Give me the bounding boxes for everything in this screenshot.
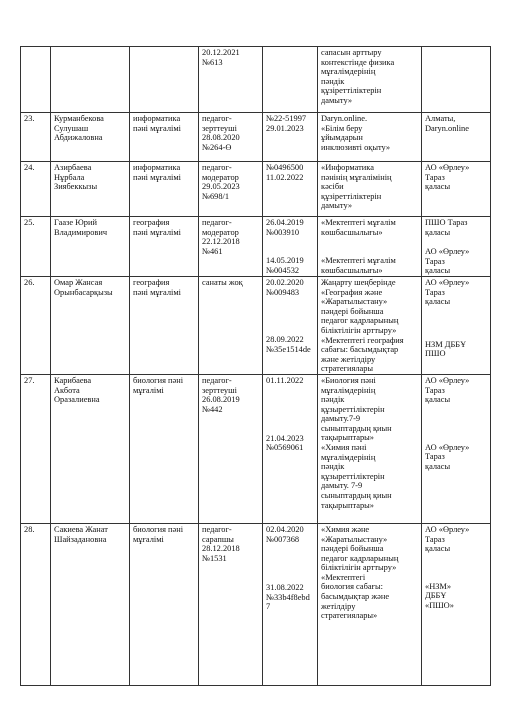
cell-text: география [133, 218, 170, 227]
cell-text: құзіреттіліктерін [321, 191, 382, 201]
cell-text: ДББҰ [425, 591, 447, 601]
cell-text: Омар Жансая [54, 277, 103, 287]
certificate-cell [263, 162, 318, 217]
cell-text: стратегиялары [321, 364, 374, 374]
cell-text: «Химия пәні [321, 443, 367, 453]
cell-text: Нұрбала [54, 172, 85, 182]
cell-text: «Мектептегі мұғалім [321, 218, 396, 227]
category-cell [199, 113, 263, 162]
cell-text: Гаазе Юрий [54, 218, 97, 227]
cell-text: №22-51997 [266, 114, 307, 123]
cell-text: біліктілігін арттыру» [321, 563, 397, 573]
subject-cell [130, 523, 199, 685]
teachers-table [20, 46, 491, 686]
cell-text: 11.02.2022 [266, 172, 304, 182]
cell-text: 31.08.2022 [266, 583, 304, 593]
cell-text: Тараз [425, 172, 445, 182]
cell-text: №35е1514dе [266, 344, 311, 354]
place-cell [422, 217, 491, 277]
row-number: 26. [24, 277, 35, 287]
cell-text: информатика [133, 114, 181, 123]
cell-text: Тараз [425, 287, 445, 297]
cell-text: АО «Өрлеу» [425, 163, 470, 172]
category-cell [199, 47, 263, 113]
cell-text: қаласы [425, 461, 451, 471]
cell-text: педагог- [202, 114, 232, 123]
table-row [21, 523, 491, 685]
cell-text: педагог кадрларының [321, 316, 399, 326]
cell-text: «Биология пәні [321, 375, 376, 385]
cell-text: 21.04.2023 [266, 433, 304, 443]
cell-text: №0569061 [266, 443, 304, 453]
cell-text: №1531 [202, 553, 227, 563]
cell-text: Тараз [425, 256, 445, 266]
cell-text: Курманбекова [54, 114, 104, 123]
cell-text: дамыту» [321, 201, 353, 211]
row-number-cell [21, 374, 51, 523]
cell-text: басымдықтар және [321, 592, 390, 602]
cell-text: Тараз [425, 385, 445, 395]
cell-text: педагог- [202, 218, 232, 227]
cell-text: информатика [133, 163, 181, 172]
cell-text: Владимирович [54, 227, 108, 237]
cell-text: қаласы [425, 266, 451, 276]
cell-text: биология пәні [133, 375, 184, 385]
cell-text: АО «Өрлеу» [425, 375, 470, 385]
cell-text: дамыту» [321, 95, 353, 105]
cell-text: көшбасшылығы» [321, 265, 383, 275]
course-cell [318, 113, 422, 162]
cell-text: Азирбаева [54, 163, 92, 172]
cell-text: пәнінің мұғалімінің [321, 172, 392, 182]
cell-text: 14.05.2019 [266, 256, 304, 266]
subject-cell [130, 217, 199, 277]
teacher-name-cell [51, 162, 130, 217]
cell-text: Шайзадановна [54, 534, 107, 544]
cell-text: 26.04.2019 [266, 218, 304, 227]
cell-text: біліктілігін арттыру» [321, 325, 397, 335]
row-number-cell [21, 162, 51, 217]
cell-text: мұғалімдерінің [321, 452, 376, 462]
table-row [21, 217, 491, 277]
cell-text: зерттеуші [202, 385, 237, 395]
cell-text: Тараз [425, 534, 445, 544]
cell-text: Daryn.online. [321, 114, 368, 123]
cell-text: биология сабағы: [321, 582, 383, 592]
category-cell [199, 217, 263, 277]
cell-text: инклюзивті оқыту» [321, 142, 391, 152]
cell-text: №004532 [266, 265, 300, 275]
cell-text: контекстінде физика [321, 57, 395, 67]
row-number-cell [21, 217, 51, 277]
cell-text: №264-Ө [202, 142, 232, 152]
cell-text: «НЗМ» [425, 581, 452, 591]
cell-text: 28.12.2018 [202, 544, 240, 554]
cell-text: ұйымдарын [321, 133, 363, 143]
cell-text: пәндік [321, 76, 345, 86]
cell-text: сарапшы [202, 534, 234, 544]
cell-text: «Мектептегі [321, 572, 366, 582]
cell-text: қаласы [425, 182, 451, 192]
row-number: 27. [24, 375, 35, 385]
subject-cell [130, 47, 199, 113]
cell-text: көшбасшылығы» [321, 227, 383, 237]
teacher-name-cell [51, 523, 130, 685]
cell-text: Акбота [54, 385, 80, 395]
cell-text: Алматы, [425, 114, 456, 123]
cell-text: мұғалімдерінің [321, 385, 376, 395]
cell-text: Орынбасарқызы [54, 287, 113, 297]
cell-text: пәні мұғалімі [133, 123, 181, 133]
table-row [21, 276, 491, 374]
cell-text: тақырыптары» [321, 500, 374, 510]
cell-text: пәндік [321, 462, 345, 472]
cell-text: құзіреттіліктерін [321, 86, 382, 96]
cell-text: модератор [202, 172, 239, 182]
place-cell [422, 374, 491, 523]
cell-text: Сакиева Жанат [54, 524, 108, 534]
row-number: 23. [24, 114, 35, 123]
cell-text: қаласы [425, 544, 451, 554]
cell-text: сыныптардың қиын [321, 491, 392, 501]
cell-text: және жетілдіру [321, 354, 376, 364]
cell-text: педагог кадрларының [321, 553, 399, 563]
category-cell [199, 374, 263, 523]
place-cell [422, 113, 491, 162]
row-number: 28. [24, 524, 35, 534]
cell-text: құзыреттіліктерін [321, 471, 385, 481]
cell-text: №003910 [266, 227, 300, 237]
cell-text: педагог- [202, 375, 232, 385]
category-cell [199, 276, 263, 374]
cell-text: 20.02.2020 [266, 277, 304, 287]
course-cell [318, 47, 422, 113]
cell-text: сапасын арттыру [321, 48, 382, 57]
cell-text: №33b4f8ebd [266, 592, 310, 602]
cell-text: пәні мұғалімі [133, 172, 181, 182]
cell-text: пәні мұғалімі [133, 227, 181, 237]
cell-text: АО «Өрлеу» [425, 247, 470, 257]
cell-text: Оразалиевна [54, 395, 100, 405]
cell-text: география [133, 277, 170, 287]
cell-text: 28.08.2020 [202, 133, 240, 143]
subject-cell [130, 162, 199, 217]
cell-text: №698/1 [202, 191, 230, 201]
row-number: 25. [24, 218, 35, 227]
table-row [21, 47, 491, 113]
cell-text: №007368 [266, 534, 300, 544]
place-cell [422, 47, 491, 113]
cell-text: сыныптардың қиын [321, 423, 392, 433]
certificate-cell [263, 374, 318, 523]
cell-text: «Білім беру [321, 123, 363, 133]
cell-text: «ПШО» [425, 600, 454, 610]
row-number: 24. [24, 163, 35, 172]
cell-text: №442 [202, 404, 223, 414]
cell-text: №0496500 [266, 163, 304, 172]
cell-text: тақырыптары» [321, 433, 374, 443]
cell-text: педагог- [202, 163, 232, 172]
place-cell [422, 162, 491, 217]
course-cell [318, 523, 422, 685]
cell-text: ПШО [425, 349, 446, 359]
cell-text: АО «Өрлеу» [425, 277, 470, 287]
table-row [21, 162, 491, 217]
cell-text: «Мектептегі география [321, 335, 404, 345]
table-row [21, 113, 491, 162]
cell-text: қаласы [425, 395, 451, 405]
category-cell [199, 523, 263, 685]
cell-text: стратегиялары» [321, 611, 378, 621]
cell-text: мұғалімдерінің [321, 67, 376, 77]
row-number-cell [21, 113, 51, 162]
cell-text: АО «Өрлеу» [425, 442, 470, 452]
teacher-name-cell [51, 374, 130, 523]
certificate-cell [263, 523, 318, 685]
cell-text: Карибаева [54, 375, 92, 385]
cell-text: қаласы [425, 227, 451, 237]
cell-text: Жаңарту шеңберінде [321, 277, 396, 287]
subject-cell [130, 374, 199, 523]
row-number-cell [21, 523, 51, 685]
cell-text: пәндік [321, 395, 345, 405]
teacher-name-cell [51, 217, 130, 277]
cell-text: құзыреттіліктерін [321, 404, 385, 414]
place-cell [422, 276, 491, 374]
cell-text: Абдижаловна [54, 133, 103, 143]
cell-text: АО «Өрлеу» [425, 524, 470, 534]
cell-text: 7 [266, 602, 271, 612]
teacher-name-cell [51, 47, 130, 113]
cell-text: №009483 [266, 287, 300, 297]
cell-text: 01.11.2022 [266, 375, 304, 385]
certificate-cell [263, 113, 318, 162]
cell-text: «Мектептегі мұғалім [321, 256, 396, 266]
course-cell [318, 217, 422, 277]
cell-text: 02.04.2020 [266, 524, 304, 534]
cell-text: биология пәні [133, 524, 184, 534]
row-number-cell [21, 47, 51, 113]
cell-text: сабағы: басымдықтар [321, 345, 399, 355]
cell-text: №613 [202, 57, 223, 67]
cell-text: кәсіби [321, 182, 344, 192]
cell-text: 29.05.2023 [202, 182, 240, 192]
cell-text: Тараз [425, 452, 445, 462]
cell-text: 28.09.2022 [266, 335, 304, 345]
cell-text: мұғалімі [133, 534, 164, 544]
cell-text: модератор [202, 227, 239, 237]
certificate-cell [263, 276, 318, 374]
cell-text: қаласы [425, 297, 451, 307]
cell-text: жетілдіру [321, 601, 356, 611]
cell-text: НЗМ ДББҰ [425, 339, 467, 349]
cell-text: Сулушаш [54, 123, 89, 133]
cell-text: 29.01.2023 [266, 123, 304, 133]
course-cell [318, 374, 422, 523]
place-cell [422, 523, 491, 685]
certificate-cell [263, 217, 318, 277]
course-cell [318, 276, 422, 374]
teacher-name-cell [51, 276, 130, 374]
cell-text: №461 [202, 246, 223, 256]
cell-text: «Химия және [321, 524, 370, 534]
course-cell [318, 162, 422, 217]
cell-text: дамыту. 7-9 [321, 481, 363, 491]
subject-cell [130, 276, 199, 374]
cell-text: зерттеуші [202, 123, 237, 133]
cell-text: «География және [321, 287, 383, 297]
cell-text: мұғалімі [133, 385, 164, 395]
teacher-name-cell [51, 113, 130, 162]
cell-text: пәндері бойынша [321, 544, 384, 554]
cell-text: дамыту.7-9 [321, 414, 361, 424]
cell-text: Daryn.online [425, 123, 469, 133]
cell-text: ПШО Тараз [425, 218, 468, 227]
cell-text: пәні мұғалімі [133, 287, 181, 297]
cell-text: Зиябеккызы [54, 182, 98, 192]
table-row [21, 374, 491, 523]
cell-text: «Информатика [321, 163, 374, 172]
cell-text: педагог- [202, 524, 232, 534]
cell-text: «Жаратылыстану» [321, 297, 388, 307]
cell-text: 26.08.2019 [202, 395, 240, 405]
cell-text: пәндері бойынша [321, 306, 384, 316]
category-cell [199, 162, 263, 217]
subject-cell [130, 113, 199, 162]
certificate-cell [263, 47, 318, 113]
cell-text: 20.12.2021 [202, 48, 240, 57]
cell-text: 22.12.2018 [202, 237, 240, 247]
cell-text: санаты жоқ [202, 277, 243, 287]
cell-text: «Жаратылыстану» [321, 534, 388, 544]
row-number-cell [21, 276, 51, 374]
